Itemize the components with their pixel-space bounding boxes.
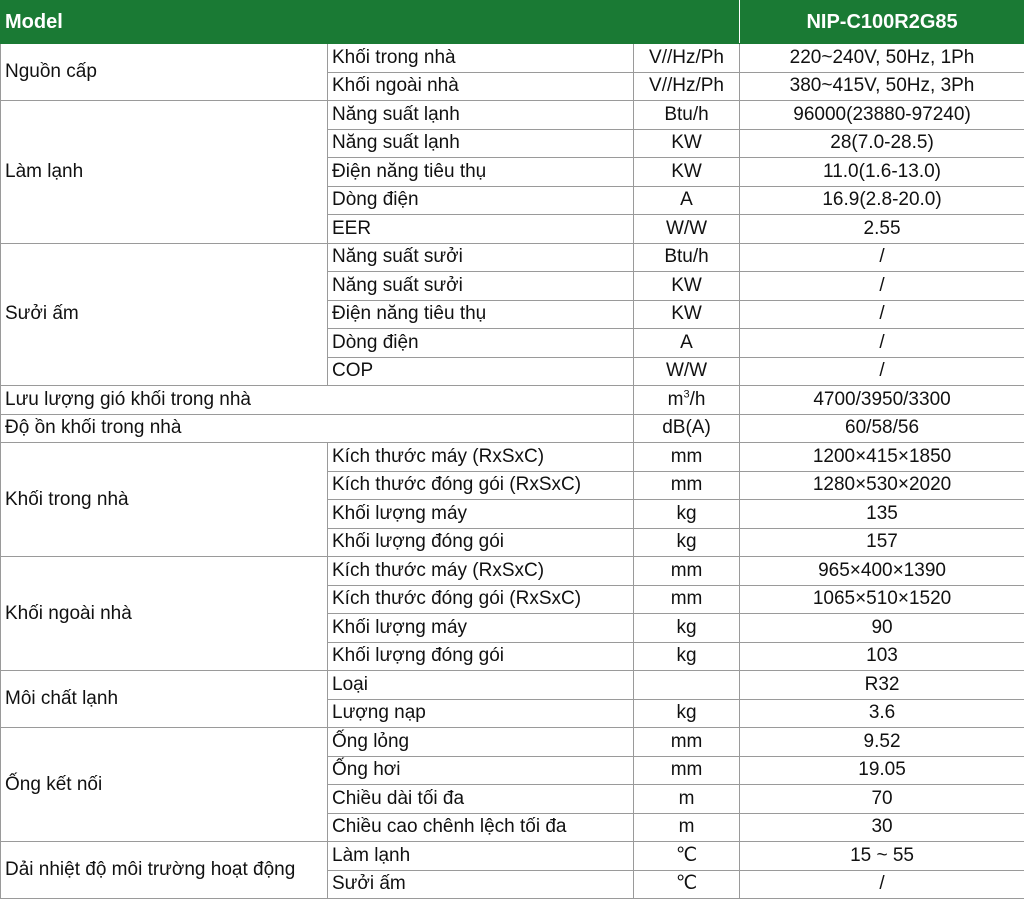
value-cell: 9.52	[740, 728, 1024, 757]
unit-cell: dB(A)	[634, 414, 740, 443]
table-row	[1, 414, 1024, 443]
header-label: Model	[1, 1, 740, 44]
value-cell: /	[740, 870, 1024, 899]
item-label: Kích thước máy (RxSxC)	[328, 443, 634, 472]
value-cell: 135	[740, 500, 1024, 529]
item-label: Kích thước đóng gói (RxSxC)	[328, 585, 634, 614]
unit-cell: KW	[634, 129, 740, 158]
unit-cell: mm	[634, 443, 740, 472]
value-cell: 70	[740, 785, 1024, 814]
unit-cell: m	[634, 785, 740, 814]
unit-cell: mm	[634, 585, 740, 614]
unit-superscript: 3	[683, 388, 690, 401]
unit-cell: V//Hz/Ph	[634, 72, 740, 101]
table-row	[1, 671, 1024, 700]
unit-cell: kg	[634, 642, 740, 671]
value-cell: 96000(23880-97240)	[740, 101, 1024, 130]
table-row	[1, 842, 1024, 871]
unit-cell: A	[634, 329, 740, 358]
unit-cell: W/W	[634, 215, 740, 244]
value-cell: /	[740, 300, 1024, 329]
value-cell: 2.55	[740, 215, 1024, 244]
item-label: Dòng điện	[328, 329, 634, 358]
item-label: Dòng điện	[328, 186, 634, 215]
table-row	[1, 557, 1024, 586]
value-cell: 90	[740, 614, 1024, 643]
unit-cell: W/W	[634, 357, 740, 386]
group-label: Khối trong nhà	[1, 443, 328, 557]
value-cell: 3.6	[740, 699, 1024, 728]
spec-table-body	[1, 1, 1024, 899]
group-label: Ống kết nối	[1, 728, 328, 842]
item-label: Khối lượng máy	[328, 614, 634, 643]
item-label: Lượng nạp	[328, 699, 634, 728]
value-cell: 157	[740, 528, 1024, 557]
item-label: Ống lỏng	[328, 728, 634, 757]
value-cell: 220~240V, 50Hz, 1Ph	[740, 44, 1024, 73]
item-label: Ống hơi	[328, 756, 634, 785]
unit-cell: KW	[634, 158, 740, 187]
item-label: Khối ngoài nhà	[328, 72, 634, 101]
table-row	[1, 243, 1024, 272]
item-label: Khối lượng máy	[328, 500, 634, 529]
table-row	[1, 443, 1024, 472]
unit-cell: kg	[634, 528, 740, 557]
unit-cell: mm	[634, 471, 740, 500]
value-cell: 380~415V, 50Hz, 3Ph	[740, 72, 1024, 101]
unit-cell: ℃	[634, 870, 740, 899]
item-label: Chiều dài tối đa	[328, 785, 634, 814]
model-name: NIP-C100R2G85	[740, 1, 1024, 44]
item-label: Khối lượng đóng gói	[328, 528, 634, 557]
unit-tail: /h	[689, 388, 706, 410]
unit-cell: m	[634, 813, 740, 842]
item-label: Năng suất sưởi	[328, 243, 634, 272]
unit-cell: kg	[634, 500, 740, 529]
value-cell: 1200×415×1850	[740, 443, 1024, 472]
value-cell: R32	[740, 671, 1024, 700]
value-cell: 103	[740, 642, 1024, 671]
item-label: Sưởi ấm	[328, 870, 634, 899]
item-label: Kích thước máy (RxSxC)	[328, 557, 634, 586]
item-label: Khối lượng đóng gói	[328, 642, 634, 671]
unit-cell: KW	[634, 300, 740, 329]
unit-cell: Btu/h	[634, 243, 740, 272]
value-cell: 60/58/56	[740, 414, 1024, 443]
value-cell: 965×400×1390	[740, 557, 1024, 586]
unit-cell: mm	[634, 557, 740, 586]
unit-cell: kg	[634, 699, 740, 728]
table-row	[1, 44, 1024, 73]
item-label: Kích thước đóng gói (RxSxC)	[328, 471, 634, 500]
item-label: Chiều cao chênh lệch tối đa	[328, 813, 634, 842]
group-label: Lưu lượng gió khối trong nhà	[1, 386, 634, 415]
item-label: Khối trong nhà	[328, 44, 634, 73]
value-cell: 1280×530×2020	[740, 471, 1024, 500]
table-row	[1, 728, 1024, 757]
unit-cell	[634, 386, 740, 415]
unit-cell: KW	[634, 272, 740, 301]
unit-cell: mm	[634, 728, 740, 757]
group-label: Khối ngoài nhà	[1, 557, 328, 671]
item-label: Năng suất sưởi	[328, 272, 634, 301]
item-label: Điện năng tiêu thụ	[328, 158, 634, 187]
unit-cell: mm	[634, 756, 740, 785]
value-cell: 30	[740, 813, 1024, 842]
value-cell: /	[740, 329, 1024, 358]
value-cell: 19.05	[740, 756, 1024, 785]
group-label: Độ ồn khối trong nhà	[1, 414, 634, 443]
value-cell: 16.9(2.8-20.0)	[740, 186, 1024, 215]
item-label: Năng suất lạnh	[328, 129, 634, 158]
table-row	[1, 386, 1024, 415]
value-cell: /	[740, 357, 1024, 386]
value-cell: /	[740, 272, 1024, 301]
table-row	[1, 101, 1024, 130]
item-label: Loại	[328, 671, 634, 700]
value-cell: /	[740, 243, 1024, 272]
value-cell: 15 ~ 55	[740, 842, 1024, 871]
value-cell: 11.0(1.6-13.0)	[740, 158, 1024, 187]
value-cell: 28(7.0-28.5)	[740, 129, 1024, 158]
unit-cell: V//Hz/Ph	[634, 44, 740, 73]
unit-base: m	[667, 388, 684, 410]
unit-cell: Btu/h	[634, 101, 740, 130]
item-label: Điện năng tiêu thụ	[328, 300, 634, 329]
group-label: Dải nhiệt độ môi trường hoạt động	[1, 842, 328, 899]
unit-cell: kg	[634, 614, 740, 643]
item-label: Làm lạnh	[328, 842, 634, 871]
group-label: Nguồn cấp	[1, 44, 328, 101]
item-label: COP	[328, 357, 634, 386]
group-label: Môi chất lạnh	[1, 671, 328, 728]
group-label: Làm lạnh	[1, 101, 328, 244]
unit-cell: A	[634, 186, 740, 215]
unit-cell: ℃	[634, 842, 740, 871]
value-cell: 1065×510×1520	[740, 585, 1024, 614]
item-label: Năng suất lạnh	[328, 101, 634, 130]
item-label: EER	[328, 215, 634, 244]
group-label: Sưởi ấm	[1, 243, 328, 386]
unit-cell	[634, 671, 740, 700]
value-cell: 4700/3950/3300	[740, 386, 1024, 415]
header-row	[1, 1, 1024, 44]
